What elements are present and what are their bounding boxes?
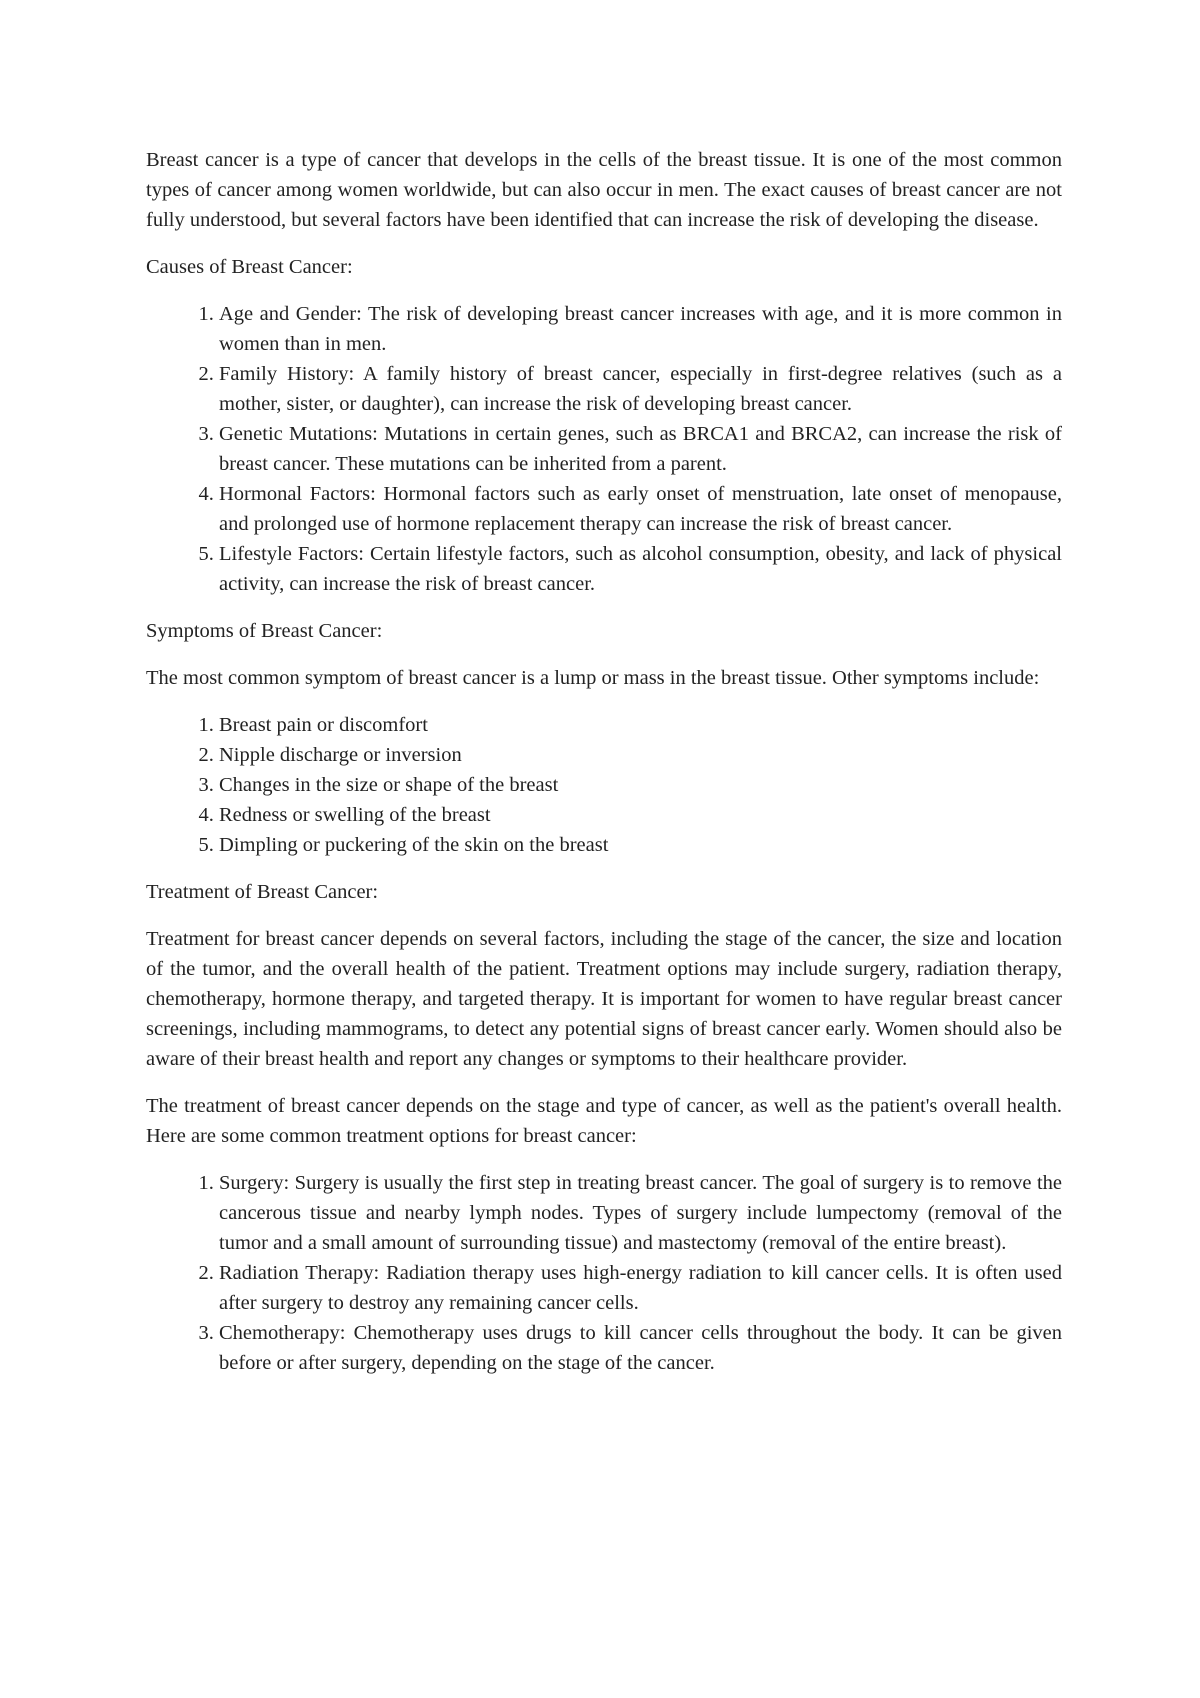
list-item: 4. Redness or swelling of the breast: [219, 800, 1062, 830]
list-item: 1. Breast pain or discomfort: [219, 710, 1062, 740]
symptoms-intro-paragraph: The most common symptom of breast cancer is a lump or mass in the breast tissue. Other symptoms include:: [146, 667, 1040, 689]
treatment-heading: Treatment of Breast Cancer:: [146, 881, 379, 903]
causes-list: [146, 299, 1062, 599]
list-item: 1. Surgery: Surgery is usually the first step in treating breast cancer. The goal of surgery is to remove the cancerous tissue and nearby lymph nodes. Types of surgery include lumpectomy (removal of the tumor and a small amount of surrounding tissue) and mastectomy (removal of the entire breast).: [219, 1168, 1062, 1258]
intro-paragraph: Breast cancer is a type of cancer that develops in the cells of the breast tissue. It is one of the most common types of cancer among women worldwide, but can also occur in men. The exact causes of breast cancer are not fully understood, but several factors have been identified that can increase the risk of developing the disease.: [146, 149, 1062, 231]
list-item: 5. Dimpling or puckering of the skin on the breast: [219, 830, 1062, 860]
list-item: 2. Family History: A family history of breast cancer, especially in first-degree relatives (such as a mother, sister, or daughter), can increase the risk of developing breast cancer.: [219, 359, 1062, 419]
list-item: 2. Nipple discharge or inversion: [219, 740, 1062, 770]
list-item: 4. Hormonal Factors: Hormonal factors such as early onset of menstruation, late onset of menopause, and prolonged use of hormone replacement therapy can increase the risk of breast cancer.: [219, 479, 1062, 539]
list-item: 3. Genetic Mutations: Mutations in certain genes, such as BRCA1 and BRCA2, can increase the risk of breast cancer. These mutations can be inherited from a parent.: [219, 419, 1062, 479]
list-item: 3. Chemotherapy: Chemotherapy uses drugs to kill cancer cells throughout the body. It can be given before or after surgery, depending on the stage of the cancer.: [219, 1318, 1062, 1378]
treatment-list: [146, 1168, 1062, 1378]
list-item: 2. Radiation Therapy: Radiation therapy uses high-energy radiation to kill cancer cells. It is often used after surgery to destroy any remaining cancer cells.: [219, 1258, 1062, 1318]
list-item: 5. Lifestyle Factors: Certain lifestyle factors, such as alcohol consumption, obesity, and lack of physical activity, can increase the risk of breast cancer.: [219, 539, 1062, 599]
list-item: 3. Changes in the size or shape of the breast: [219, 770, 1062, 800]
causes-heading: Causes of Breast Cancer:: [146, 256, 353, 278]
list-item: 1. Age and Gender: The risk of developing breast cancer increases with age, and it is more common in women than in men.: [219, 299, 1062, 359]
document-page: [146, 145, 1062, 1395]
treatment-paragraph-2: The treatment of breast cancer depends on the stage and type of cancer, as well as the patient's overall health. Here are some common treatment options for breast cancer:: [146, 1095, 1062, 1147]
treatment-paragraph-1: Treatment for breast cancer depends on several factors, including the stage of the cancer, the size and location of the tumor, and the overall health of the patient. Treatment options may include surgery, radiation therapy, chemotherapy, hormone therapy, and targeted therapy. It is important for women to have regular breast cancer screenings, including mammograms, to detect any potential signs of breast cancer early. Women should also be aware of their breast health and report any changes or symptoms to their healthcare provider.: [146, 928, 1062, 1070]
symptoms-list: [146, 710, 1062, 860]
symptoms-heading: Symptoms of Breast Cancer:: [146, 620, 383, 642]
